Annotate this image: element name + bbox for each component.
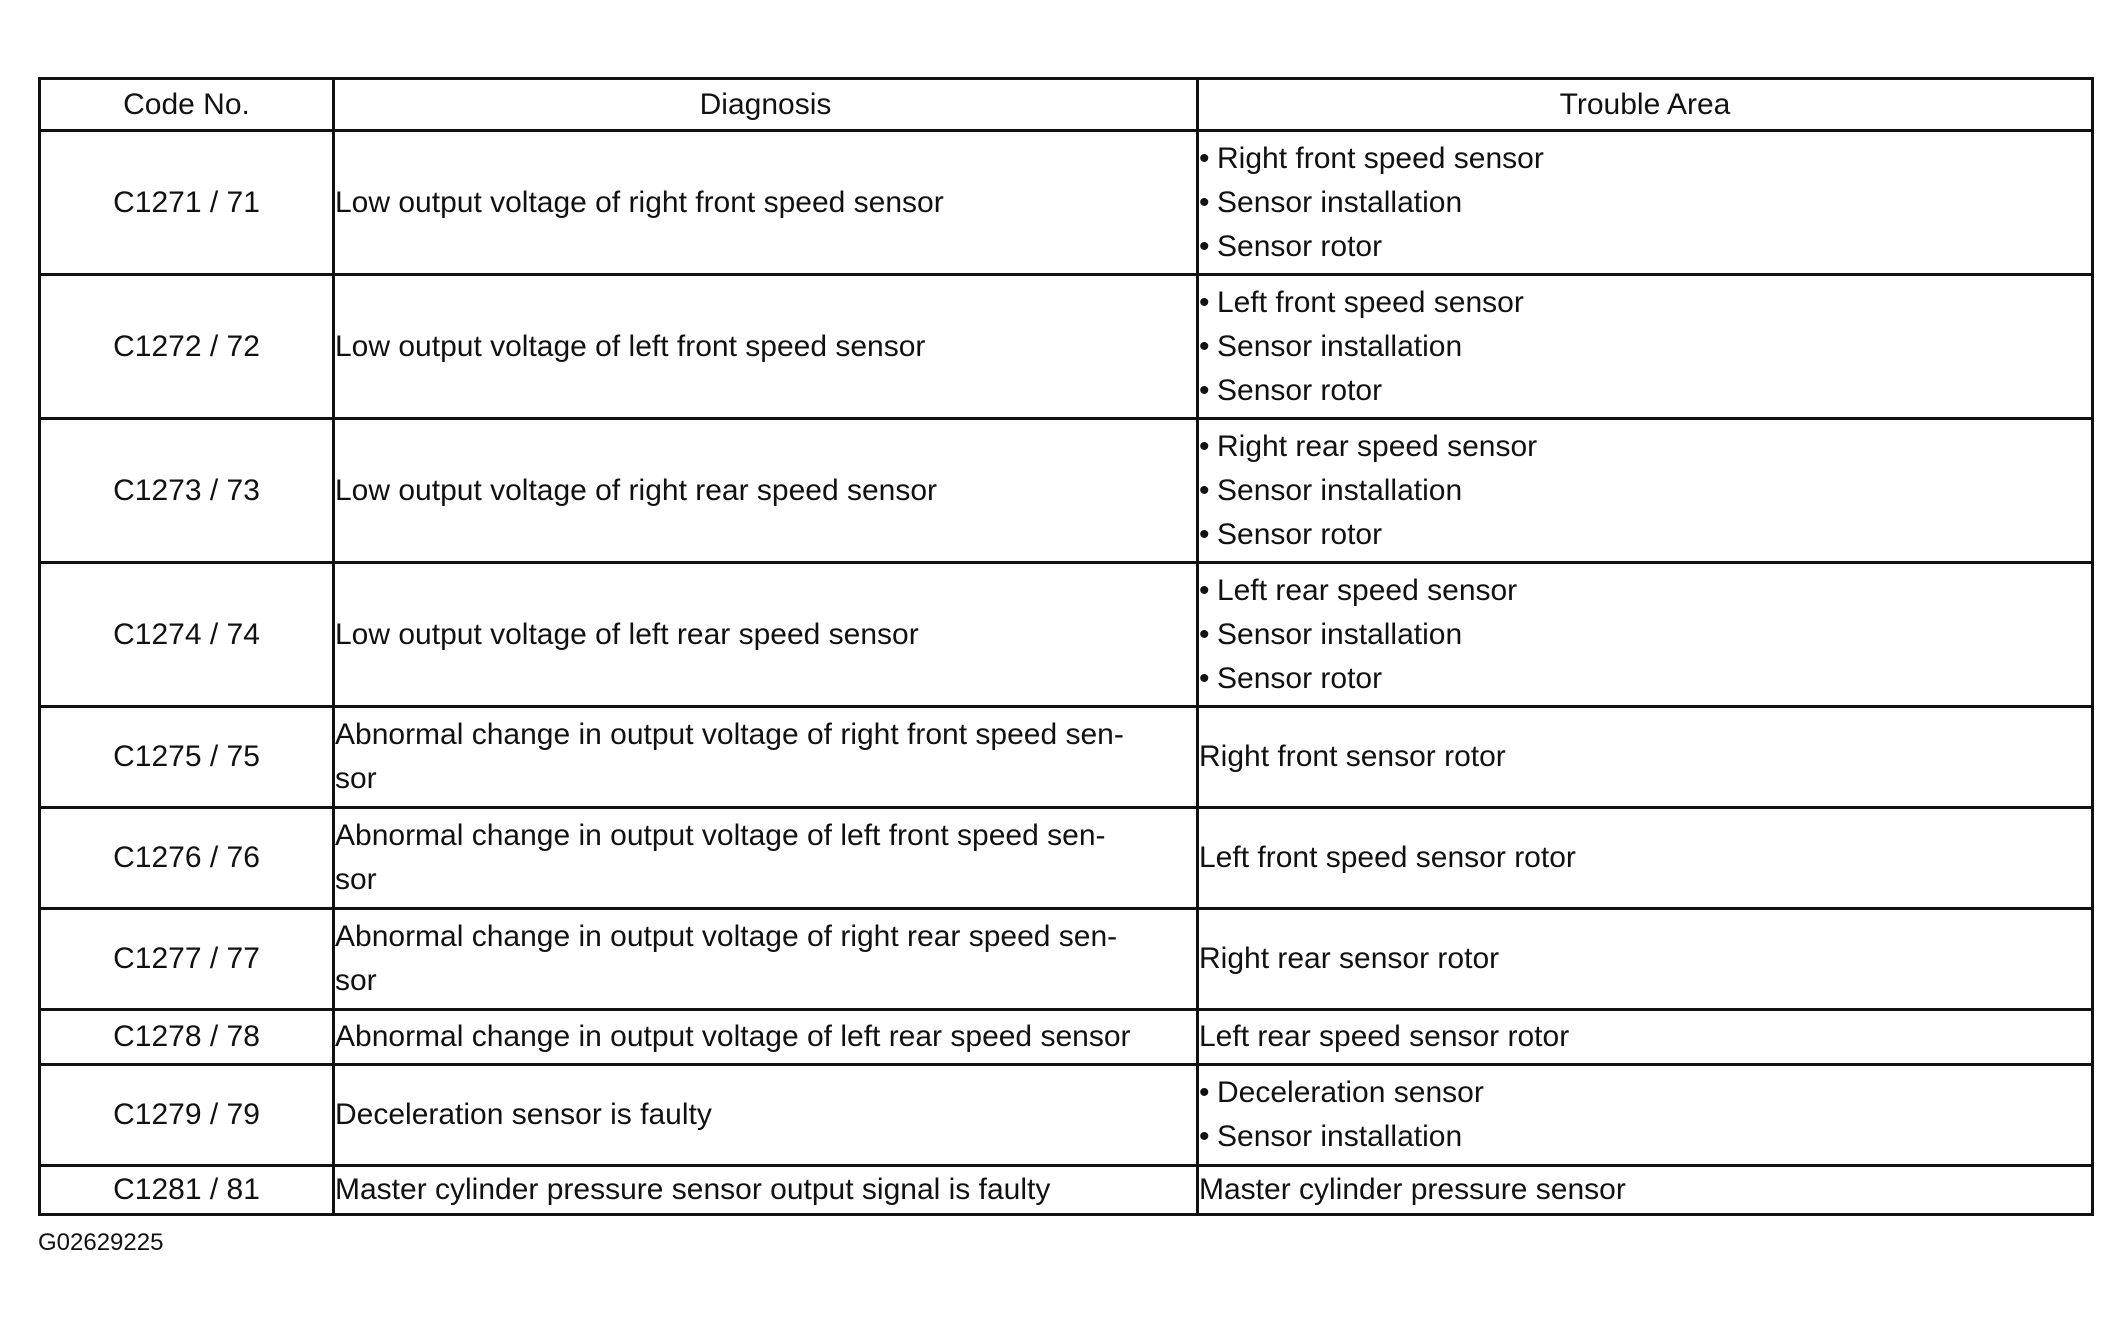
trouble-area-cell: [1198, 419, 2093, 563]
diagnostic-code-table: [38, 77, 2094, 1216]
trouble-area-cell: Master cylinder pressure sensor: [1198, 1166, 2093, 1215]
header-trouble-area: Trouble Area: [1198, 79, 2093, 131]
diagnosis-cell: Low output voltage of right front speed sensor: [334, 131, 1198, 275]
trouble-area-cell: [1198, 275, 2093, 419]
bullet-icon: •: [1199, 517, 1210, 551]
trouble-area-cell: Left rear speed sensor rotor: [1198, 1010, 2093, 1065]
trouble-item: [1199, 1115, 2091, 1159]
code-cell: C1276 / 76: [40, 808, 334, 909]
bullet-icon: •: [1199, 573, 1210, 607]
trouble-item: [1199, 225, 2091, 269]
table-row: [40, 1065, 2093, 1166]
table-row: [40, 131, 2093, 275]
table-row: [40, 1166, 2093, 1215]
diagnosis-line: Abnormal change in output voltage of left front speed sen-: [335, 819, 1106, 852]
trouble-area-cell: [1198, 131, 2093, 275]
diagnosis-cell: Abnormal change in output voltage of left rear speed sensor: [334, 1010, 1198, 1065]
bullet-icon: •: [1199, 329, 1210, 363]
trouble-area-cell: Left front speed sensor rotor: [1198, 808, 2093, 909]
trouble-item: [1199, 137, 2091, 181]
code-cell: C1275 / 75: [40, 707, 334, 808]
code-cell: C1278 / 78: [40, 1010, 334, 1065]
trouble-item-text: Left front speed sensor: [1217, 285, 1524, 319]
bullet-icon: •: [1199, 661, 1210, 695]
bullet-icon: •: [1199, 617, 1210, 651]
trouble-item: [1199, 181, 2091, 225]
trouble-area-cell: [1198, 563, 2093, 707]
table-row: [40, 563, 2093, 707]
diagnosis-line: sor: [335, 863, 377, 896]
table-row: [40, 419, 2093, 563]
bullet-icon: •: [1199, 229, 1210, 263]
trouble-item-text: Sensor rotor: [1217, 517, 1383, 551]
diagnosis-cell: Low output voltage of right rear speed sensor: [334, 419, 1198, 563]
code-cell: C1272 / 72: [40, 275, 334, 419]
table-row: [40, 707, 2093, 808]
dtc-table-container: [38, 77, 2091, 1216]
trouble-area-cell: Right rear sensor rotor: [1198, 909, 2093, 1010]
bullet-icon: •: [1199, 185, 1210, 219]
trouble-item-text: Sensor rotor: [1217, 229, 1383, 263]
code-cell: C1279 / 79: [40, 1065, 334, 1166]
header-code-no: Code No.: [40, 79, 334, 131]
trouble-item: [1199, 569, 2091, 613]
diagnosis-cell: [334, 808, 1198, 909]
trouble-item: [1199, 281, 2091, 325]
diagnosis-cell: [334, 909, 1198, 1010]
trouble-area-cell: Right front sensor rotor: [1198, 707, 2093, 808]
diagnosis-cell: Master cylinder pressure sensor output signal is faulty: [334, 1166, 1198, 1215]
trouble-item-text: Sensor installation: [1217, 617, 1463, 651]
trouble-item-text: Sensor rotor: [1217, 661, 1383, 695]
trouble-item-text: Deceleration sensor: [1217, 1076, 1484, 1109]
diagnosis-line: Abnormal change in output voltage of right rear speed sen-: [335, 920, 1118, 953]
diagnosis-line: sor: [335, 762, 377, 795]
code-cell: C1273 / 73: [40, 419, 334, 563]
bullet-icon: •: [1199, 1076, 1210, 1109]
table-row: [40, 1010, 2093, 1065]
trouble-item: [1199, 513, 2091, 557]
trouble-item-text: Left rear speed sensor: [1217, 573, 1518, 607]
table-row: [40, 808, 2093, 909]
trouble-item: [1199, 425, 2091, 469]
code-cell: C1281 / 81: [40, 1166, 334, 1215]
trouble-area-cell: [1198, 1065, 2093, 1166]
figure-id-label: G02629225: [38, 1229, 164, 1256]
diagnosis-cell: [334, 707, 1198, 808]
diagnosis-cell: Low output voltage of left front speed sensor: [334, 275, 1198, 419]
trouble-item: [1199, 469, 2091, 513]
trouble-item: [1199, 325, 2091, 369]
trouble-item: [1199, 369, 2091, 413]
header-diagnosis: Diagnosis: [334, 79, 1198, 131]
diagnosis-line: Abnormal change in output voltage of right front speed sen-: [335, 718, 1124, 751]
bullet-icon: •: [1199, 285, 1210, 319]
trouble-item: [1199, 613, 2091, 657]
trouble-item-text: Sensor rotor: [1217, 373, 1383, 407]
bullet-icon: •: [1199, 141, 1210, 175]
diagnosis-line: sor: [335, 964, 377, 997]
trouble-item: [1199, 1071, 2091, 1115]
code-cell: C1277 / 77: [40, 909, 334, 1010]
table-row: [40, 275, 2093, 419]
diagnosis-cell: Deceleration sensor is faulty: [334, 1065, 1198, 1166]
bullet-icon: •: [1199, 429, 1210, 463]
bullet-icon: •: [1199, 473, 1210, 507]
trouble-item: [1199, 657, 2091, 701]
trouble-item-text: Sensor installation: [1217, 1120, 1463, 1153]
trouble-item-text: Sensor installation: [1217, 329, 1463, 363]
table-header-row: [40, 79, 2093, 131]
diagnosis-cell: Low output voltage of left rear speed sensor: [334, 563, 1198, 707]
trouble-item-text: Sensor installation: [1217, 473, 1463, 507]
code-cell: C1274 / 74: [40, 563, 334, 707]
trouble-item-text: Right rear speed sensor: [1217, 429, 1538, 463]
code-cell: C1271 / 71: [40, 131, 334, 275]
trouble-item-text: Right front speed sensor: [1217, 141, 1544, 175]
bullet-icon: •: [1199, 373, 1210, 407]
bullet-icon: •: [1199, 1120, 1210, 1153]
table-row: [40, 909, 2093, 1010]
trouble-item-text: Sensor installation: [1217, 185, 1463, 219]
